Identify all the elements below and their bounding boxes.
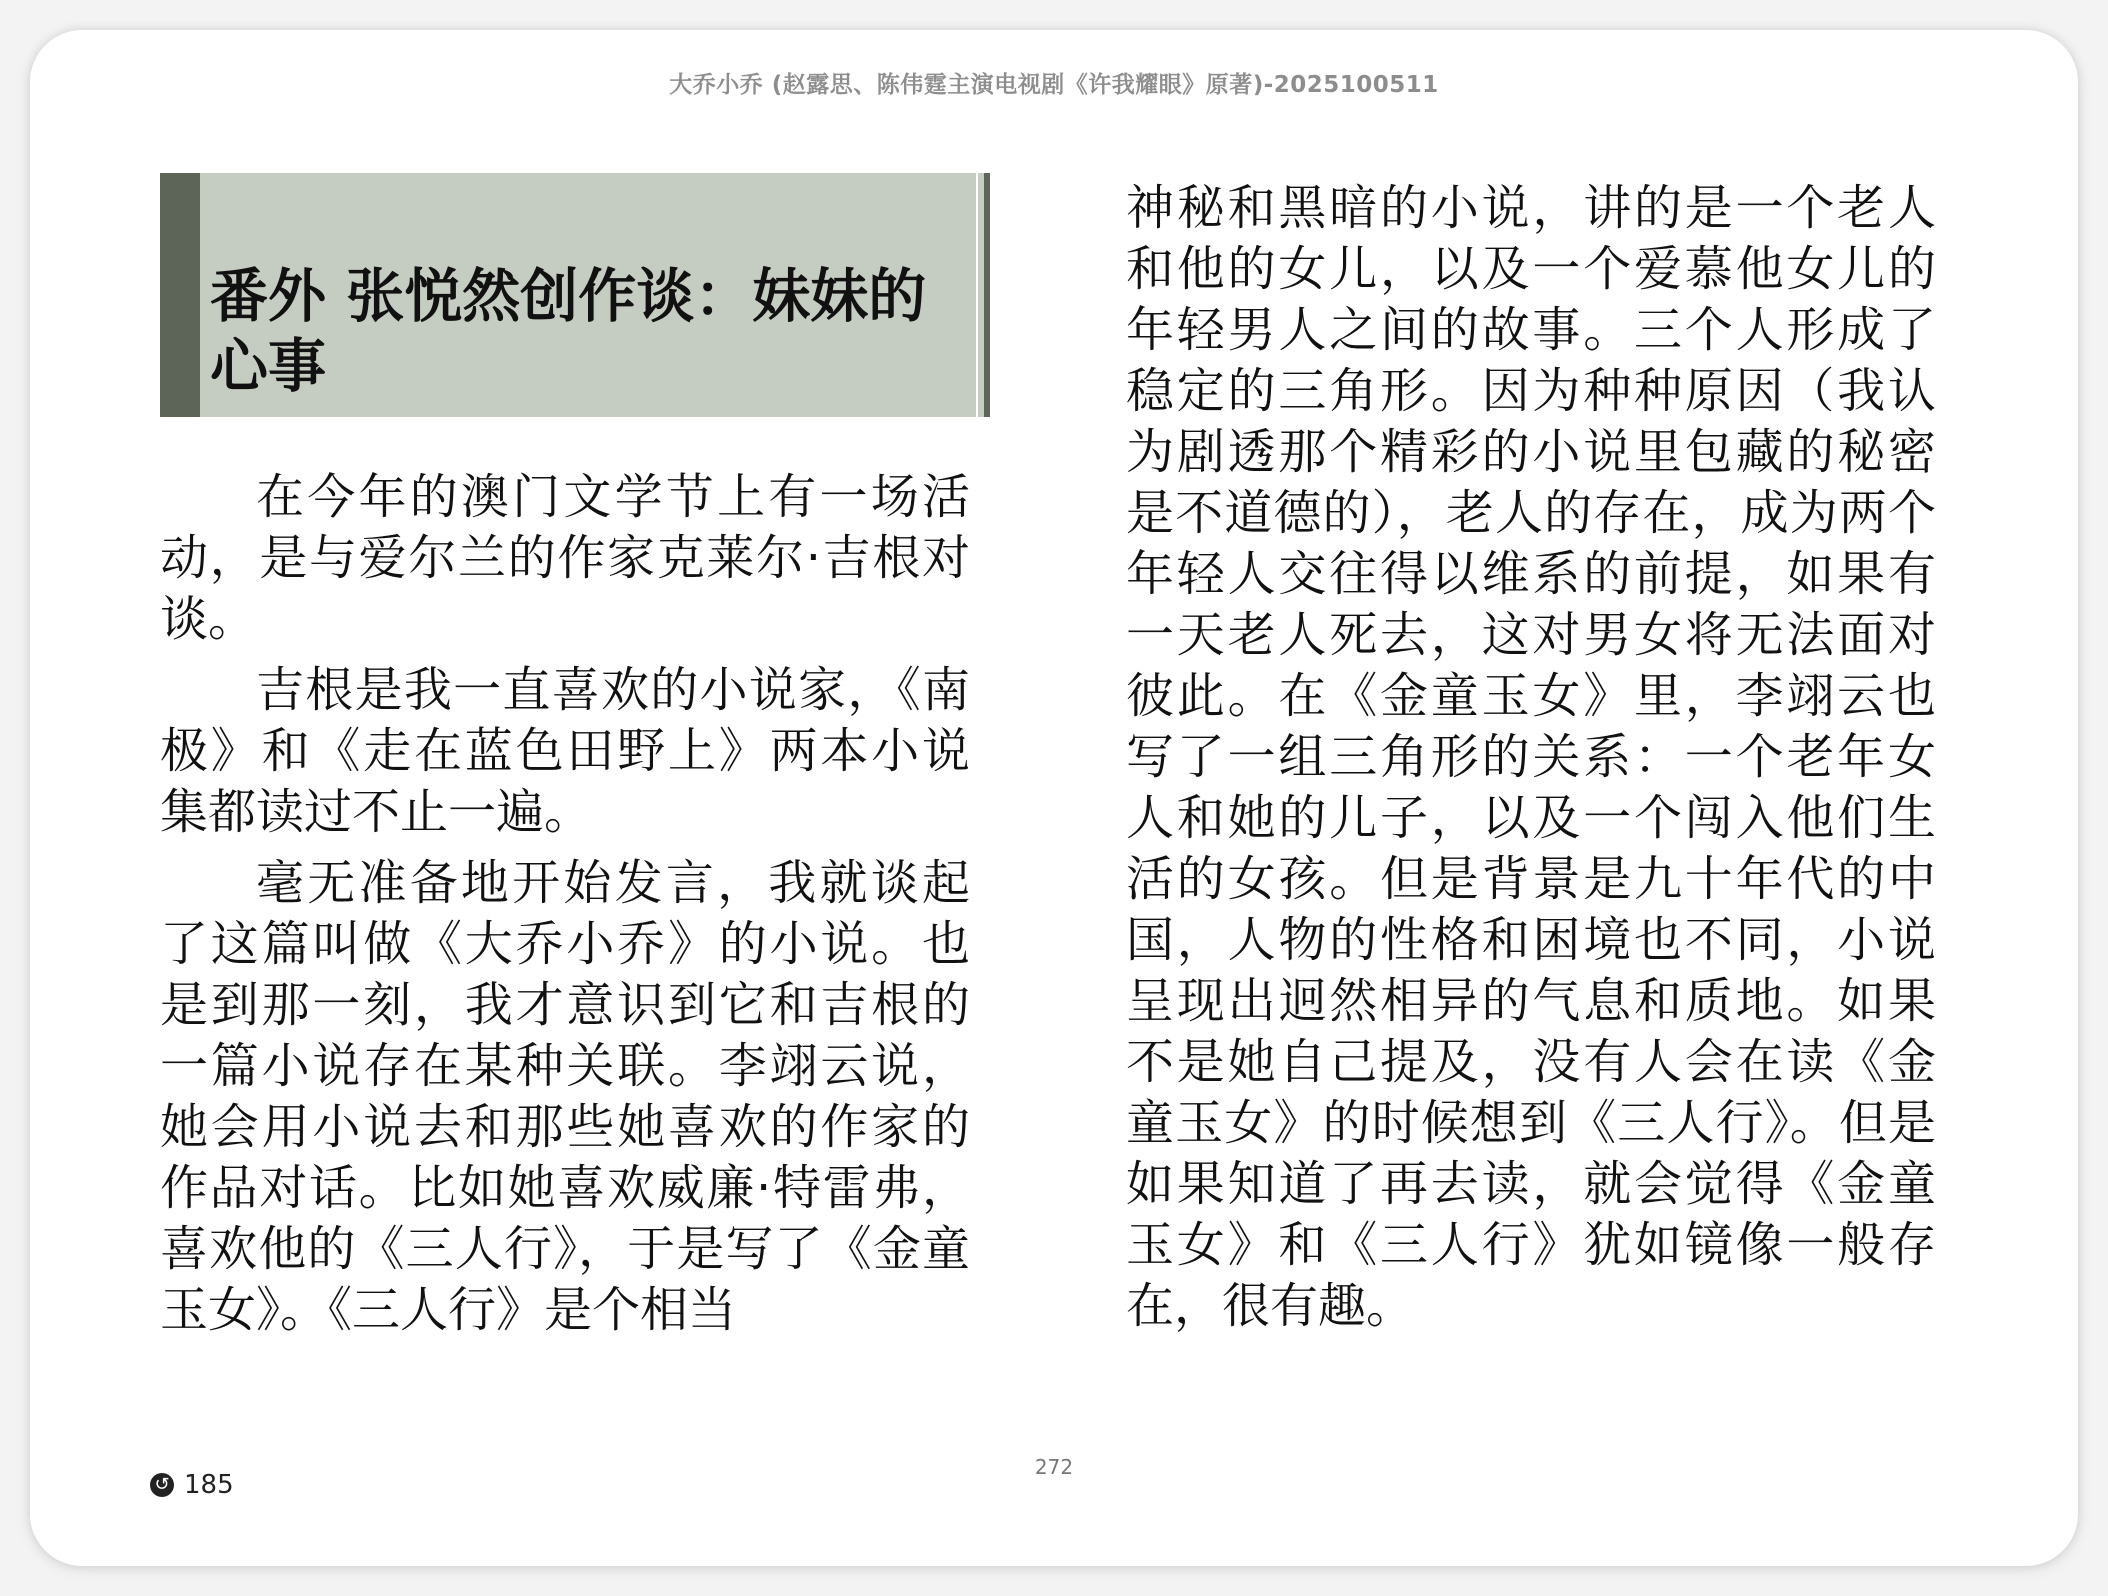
left-column: [160, 173, 970, 1351]
back-arrow-icon: ↺: [150, 1473, 174, 1497]
chapter-title: 番外 张悦然创作谈：妹妹的心事: [210, 262, 927, 400]
pages-left-count: 185: [184, 1470, 234, 1500]
paragraph: 在今年的澳门文学节上有一场活动，是与爱尔兰的作家克莱尔·吉根对谈。: [160, 469, 970, 647]
page-number: 272: [1034, 1455, 1074, 1479]
chapter-heading-box: [160, 173, 990, 417]
paragraph: 毫无准备地开始发言，我就谈起了这篇叫做《大乔小乔》的小说。也是到那一刻，我才意识到它和吉根的一篇小说存在某种关联。李翊云说，她会用小说去和那些她喜欢的作家的作品对话。比如她喜欢威廉·特雷弗，喜欢他的《三人行》，于是写了《金童玉女》。《三人行》是个相当: [160, 855, 970, 1338]
right-column: [1126, 178, 1936, 1337]
reader-page: [30, 30, 2078, 1566]
paragraph: 吉根是我一直喜欢的小说家，《南极》和《走在蓝色田野上》两本小说集都读过不止一遍。: [160, 662, 970, 840]
pages-left-indicator[interactable]: [150, 1470, 234, 1500]
book-title: 大乔小乔 (赵露思、陈伟霆主演电视剧《许我耀眼》原著)-2025100511: [669, 72, 1439, 98]
paragraph-continued: 神秘和黑暗的小说，讲的是一个老人和他的女儿，以及一个爱慕他女儿的年轻男人之间的故事。三个人形成了稳定的三角形。因为种种原因（我认为剧透那个精彩的小说里包藏的秘密是不道德的），老人的存在，成为两个年轻人交往得以维系的前提，如果有一天老人死去，这对男女将无法面对彼此。在《金童玉女》里，李翊云也写了一组三角形的关系：一个老年女人和她的儿子，以及一个闯入他们生活的女孩。但是背景是九十年代的中国，人物的性格和困境也不同，小说呈现出迥然相异的气息和质地。如果不是她自己提及，没有人会在读《金童玉女》的时候想到《三人行》。但是如果知道了再去读，就会觉得《金童玉女》和《三人行》犹如镜像一般存在，很有趣。: [1126, 180, 1936, 1334]
